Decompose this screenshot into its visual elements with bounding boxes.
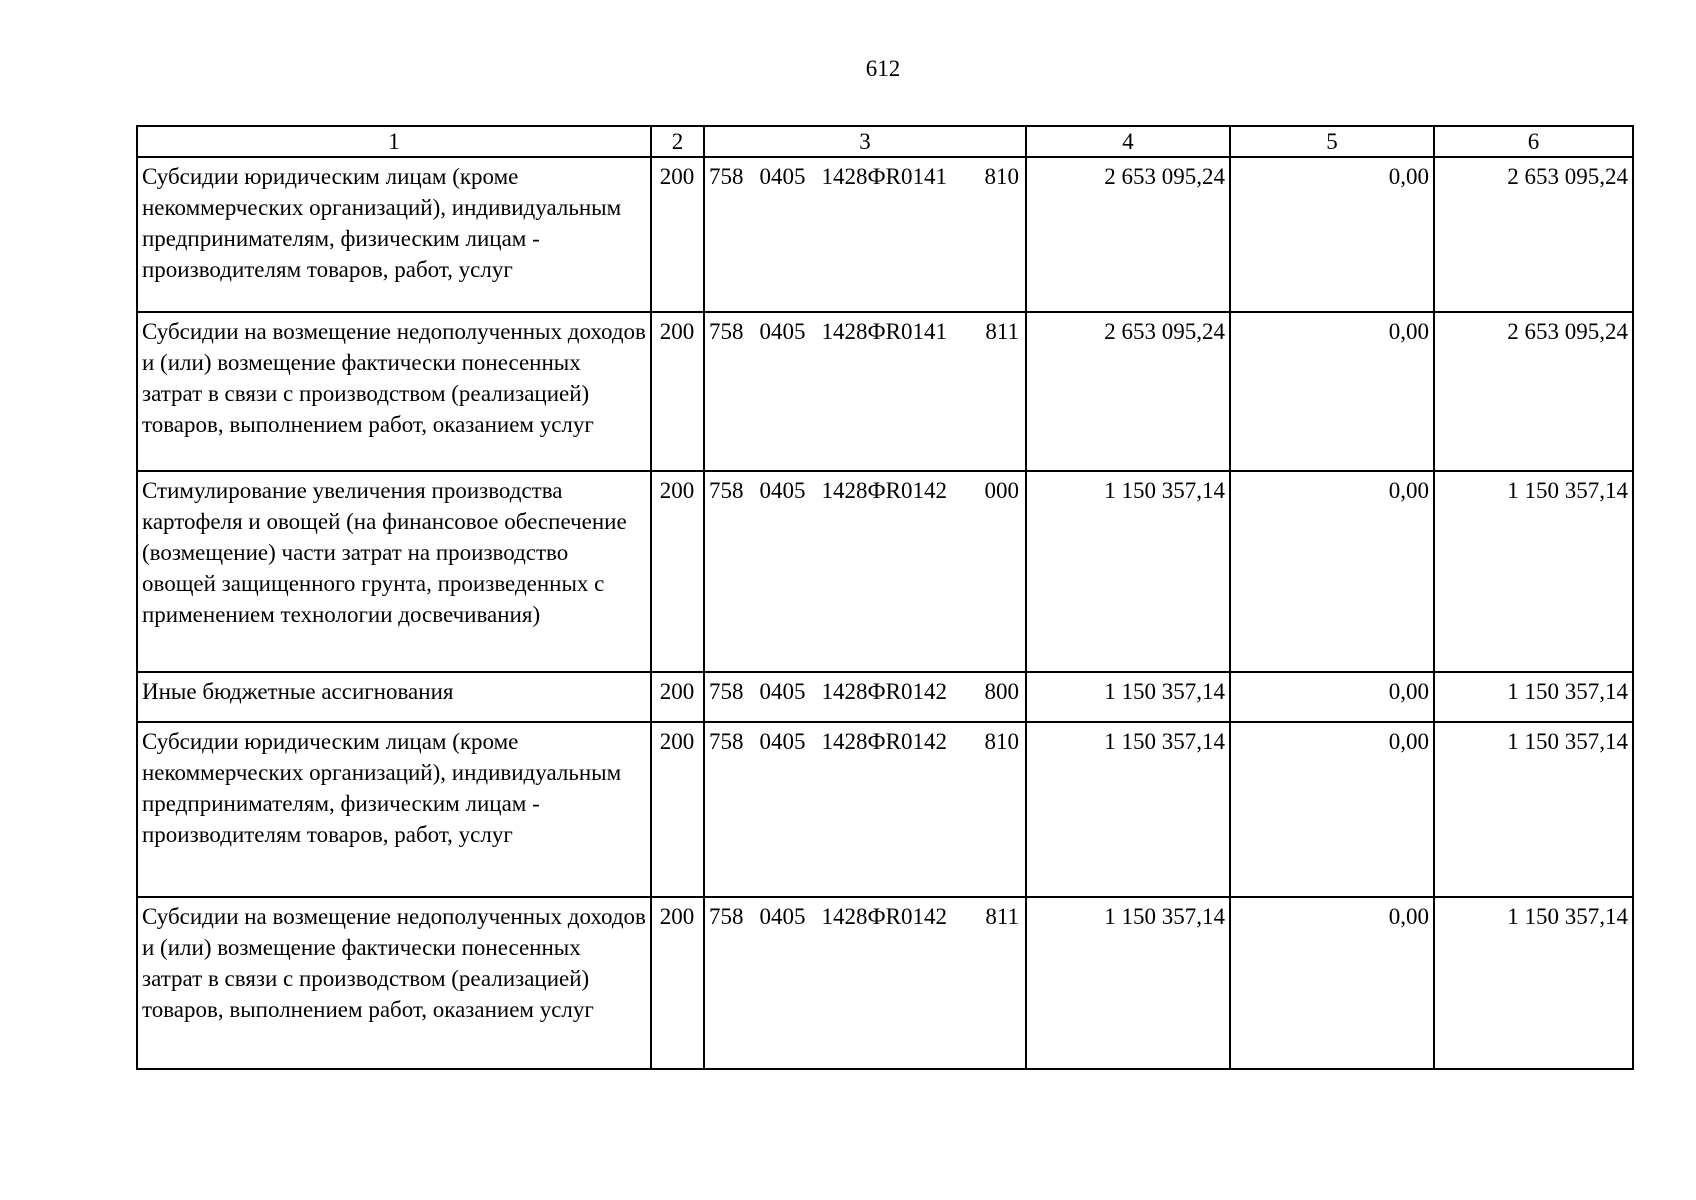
amount-col-6: 2 653 095,24 (1434, 157, 1633, 312)
amount-col-6: 1 150 357,14 (1434, 897, 1633, 1069)
amount-col-6: 1 150 357,14 (1434, 672, 1633, 722)
amount-col-4: 2 653 095,24 (1026, 157, 1230, 312)
section-code: 0405 (759, 319, 806, 344)
section-code: 0405 (759, 679, 806, 704)
expense-type-code: 811 (985, 319, 1019, 344)
table-row (137, 722, 1633, 897)
section-code: 0405 (759, 729, 806, 754)
budget-table (136, 125, 1634, 1070)
column-header: 3 (704, 126, 1026, 157)
target-code: 1428ФR0142 (821, 679, 948, 704)
amount-col-4: 2 653 095,24 (1026, 312, 1230, 471)
row-classification-code (704, 897, 1026, 1069)
expense-type-code: 000 (984, 478, 1019, 503)
ministry-code: 758 (709, 729, 744, 754)
row-classification-code (704, 312, 1026, 471)
target-code: 1428ФR0141 (821, 319, 948, 344)
table-row (137, 157, 1633, 312)
target-code: 1428ФR0141 (821, 164, 948, 189)
section-code: 0405 (759, 904, 806, 929)
column-header: 6 (1434, 126, 1633, 157)
row-classification-code (704, 157, 1026, 312)
row-admin-code: 200 (651, 722, 704, 897)
column-header: 5 (1230, 126, 1434, 157)
row-admin-code: 200 (651, 312, 704, 471)
row-name: Субсидии на возмещение недополученных доходов и (или) возмещение фактически понесенных затрат в связи с производством (реализацией) товаров, выполнением работ, оказанием услуг (137, 897, 651, 1069)
expense-type-code: 810 (984, 164, 1019, 189)
row-classification-code (704, 471, 1026, 672)
row-name: Иные бюджетные ассигнования (137, 672, 651, 722)
amount-col-6: 1 150 357,14 (1434, 722, 1633, 897)
amount-col-5: 0,00 (1230, 722, 1434, 897)
expense-type-code: 811 (985, 904, 1019, 929)
header-row (137, 126, 1633, 157)
section-code: 0405 (759, 478, 806, 503)
row-name: Субсидии юридическим лицам (кроме некоммерческих организаций), индивидуальным предпринимателям, физическим лицам - производителям товаров, работ, услуг (137, 722, 651, 897)
ministry-code: 758 (709, 478, 744, 503)
amount-col-5: 0,00 (1230, 471, 1434, 672)
ministry-code: 758 (709, 319, 744, 344)
expense-type-code: 800 (984, 679, 1019, 704)
amount-col-5: 0,00 (1230, 157, 1434, 312)
amount-col-4: 1 150 357,14 (1026, 672, 1230, 722)
row-classification-code (704, 672, 1026, 722)
target-code: 1428ФR0142 (821, 904, 948, 929)
section-code: 0405 (759, 164, 806, 189)
amount-col-4: 1 150 357,14 (1026, 722, 1230, 897)
ministry-code: 758 (709, 904, 744, 929)
table-row (137, 672, 1633, 722)
target-code: 1428ФR0142 (821, 478, 948, 503)
target-code: 1428ФR0142 (821, 729, 948, 754)
row-name: Субсидии на возмещение недополученных доходов и (или) возмещение фактически понесенных затрат в связи с производством (реализацией) товаров, выполнением работ, оказанием услуг (137, 312, 651, 471)
amount-col-4: 1 150 357,14 (1026, 471, 1230, 672)
ministry-code: 758 (709, 164, 744, 189)
row-admin-code: 200 (651, 897, 704, 1069)
ministry-code: 758 (709, 679, 744, 704)
amount-col-6: 2 653 095,24 (1434, 312, 1633, 471)
amount-col-4: 1 150 357,14 (1026, 897, 1230, 1069)
page-number: 612 (865, 56, 901, 81)
column-header: 4 (1026, 126, 1230, 157)
table-row (137, 471, 1633, 672)
amount-col-6: 1 150 357,14 (1434, 471, 1633, 672)
table-row (137, 312, 1633, 471)
expense-type-code: 810 (984, 729, 1019, 754)
row-admin-code: 200 (651, 157, 704, 312)
row-name: Субсидии юридическим лицам (кроме некоммерческих организаций), индивидуальным предпринимателям, физическим лицам - производителям товаров, работ, услуг (137, 157, 651, 312)
column-header: 1 (137, 126, 651, 157)
amount-col-5: 0,00 (1230, 312, 1434, 471)
column-header: 2 (651, 126, 704, 157)
row-admin-code: 200 (651, 471, 704, 672)
row-name: Стимулирование увеличения производства картофеля и овощей (на финансовое обеспечение (возмещение) части затрат на производство овощей защищенного грунта, произведенных с применением технологии досвечивания) (137, 471, 651, 672)
row-classification-code (704, 722, 1026, 897)
row-admin-code: 200 (651, 672, 704, 722)
amount-col-5: 0,00 (1230, 897, 1434, 1069)
amount-col-5: 0,00 (1230, 672, 1434, 722)
table-row (137, 897, 1633, 1069)
